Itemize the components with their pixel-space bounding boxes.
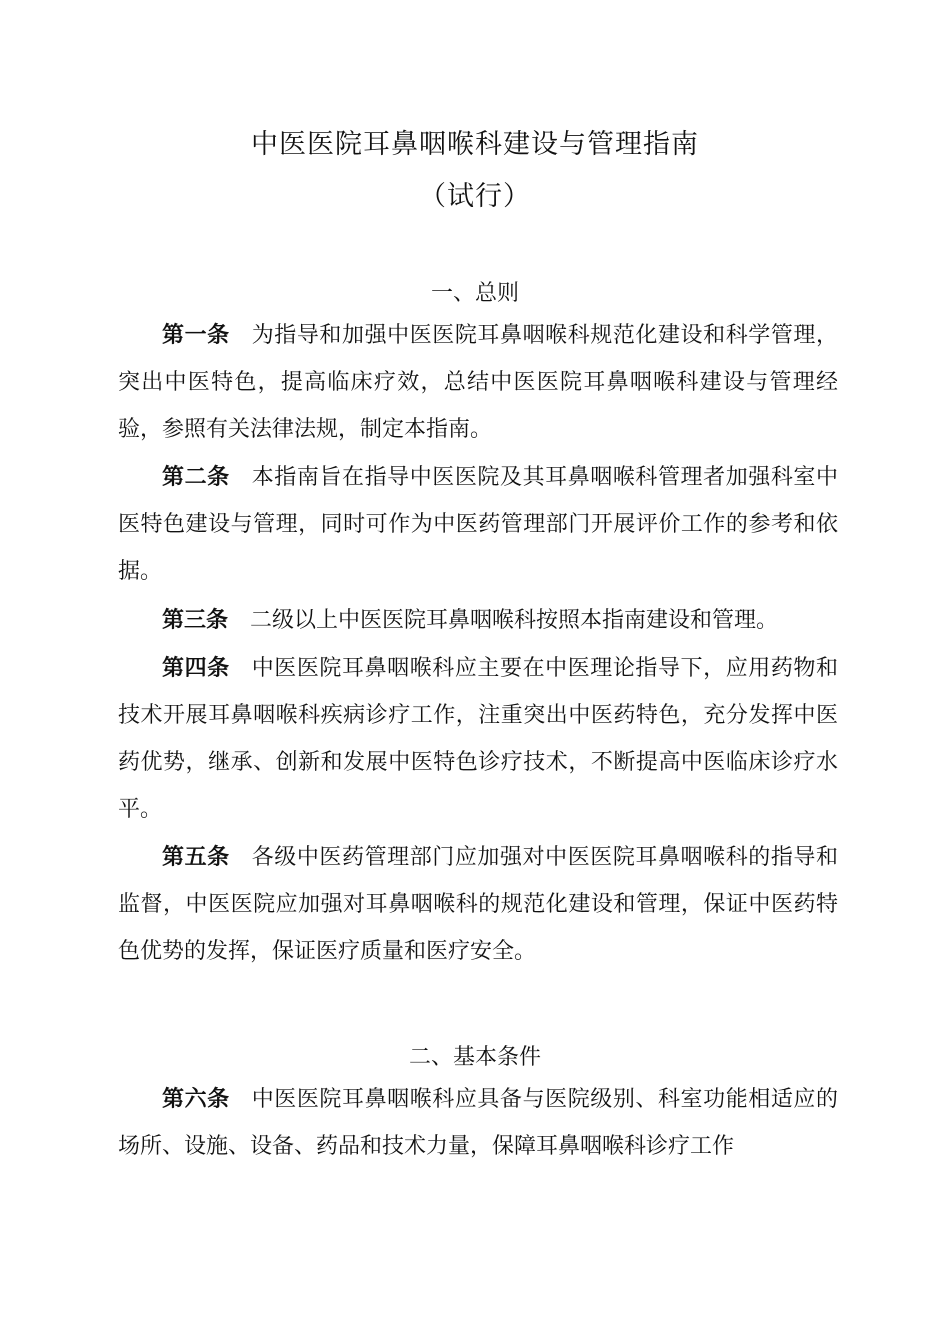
article-label: 第三条 bbox=[162, 608, 229, 633]
article-text: 中医医院耳鼻咽喉科应主要在中医理论指导下，应用药物和技术开展耳鼻咽喉科疾病诊疗工作，注重突出中医药特色，充分发挥中医药优势，继承、创新和发展中医特色诊疗技术，不断提高中医临床诊疗水平。 bbox=[118, 656, 838, 822]
document-title: 中医医院耳鼻咽喉科建设与管理指南 bbox=[251, 129, 699, 160]
article-label: 第二条 bbox=[162, 465, 230, 490]
article-label: 第五条 bbox=[162, 845, 230, 870]
article-text: 各级中医药管理部门应加强对中医医院耳鼻咽喉科的指导和监督，中医医院应加强对耳鼻咽喉科的规范化建设和管理，保证中医药特色优势的发挥，保证医疗质量和医疗安全。 bbox=[118, 845, 838, 964]
article-text: 本指南旨在指导中医医院及其耳鼻咽喉科管理者加强科室中医特色建设与管理，同时可作为中医药管理部门开展评价工作的参考和依据。 bbox=[118, 465, 838, 584]
article-2 bbox=[118, 454, 838, 595]
article-text: 中医医院耳鼻咽喉科应具备与医院级别、科室功能相适应的场所、设施、设备、药品和技术力量，保障耳鼻咽喉科诊疗工作 bbox=[118, 1087, 838, 1159]
article-label: 第六条 bbox=[162, 1087, 230, 1112]
article-label: 第一条 bbox=[162, 323, 230, 348]
article-6 bbox=[118, 1076, 838, 1170]
article-text: 为指导和加强中医医院耳鼻咽喉科规范化建设和科学管理，突出中医特色，提高临床疗效，总结中医医院耳鼻咽喉科建设与管理经验，参照有关法律法规，制定本指南。 bbox=[118, 323, 838, 442]
article-5 bbox=[118, 834, 838, 975]
section-heading-general: 一、总则 bbox=[430, 281, 519, 306]
section-heading-basic-conditions: 二、基本条件 bbox=[408, 1045, 541, 1070]
article-3 bbox=[118, 597, 838, 644]
article-1 bbox=[118, 312, 838, 453]
article-4 bbox=[118, 645, 838, 833]
article-text: 二级以上中医医院耳鼻咽喉科按照本指南建设和管理。 bbox=[250, 608, 779, 633]
document-subtitle: （试行） bbox=[419, 181, 531, 212]
article-label: 第四条 bbox=[162, 656, 230, 681]
